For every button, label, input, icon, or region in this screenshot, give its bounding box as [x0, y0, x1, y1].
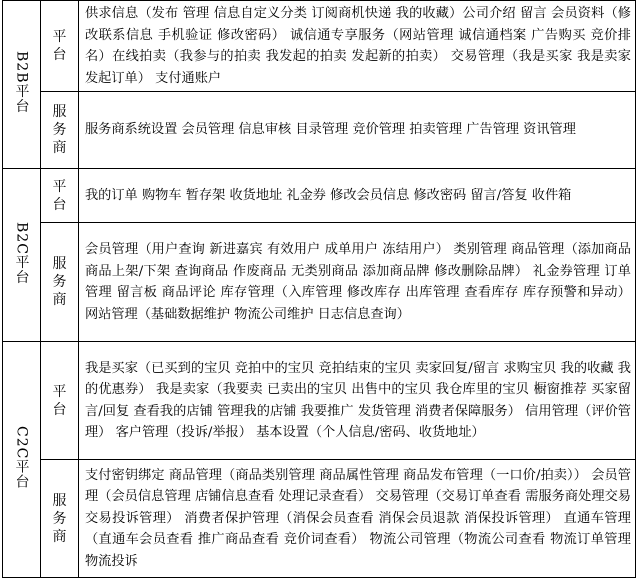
sub-label-cell [41, 223, 79, 342]
description-cell: 服务商系统设置 会员管理 信息审核 目录管理 竞价管理 拍卖管理 广告管理 资讯管理 [79, 92, 636, 169]
sub-label: 平台 [52, 29, 67, 63]
group-cell-b2c [3, 169, 41, 342]
sub-label-cell [41, 1, 79, 92]
table-row [3, 460, 636, 578]
table-row [3, 342, 636, 460]
group-label: B2C平台 [13, 221, 30, 285]
sub-label: 服务商 [52, 492, 67, 545]
group-label: C2C平台 [13, 425, 30, 490]
description-cell: 会员管理（用户查询 新进嘉宾 有效用户 成单用户 冻结用户） 类别管理 商品管理（添加商品 商品上架/下架 查询商品 作废商品 无类别商品 添加商品牌 修改删除品牌） 礼金券管理 订单管理 留言板 商品评论 库存管理（入库管理 修改库存 出库管理 查看库存 库存预警和异动） 网站管理（基础数据维护 物流公司维护 日志信息查询） [79, 223, 636, 342]
description-cell: 我是买家（已买到的宝贝 竞拍中的宝贝 竞拍结束的宝贝 卖家回复/留言 求购宝贝 我的收藏 我的优惠券） 我是卖家（我要卖 已卖出的宝贝 出售中的宝贝 我仓库里的宝贝 橱窗推荐 买家留言/回复 查看我的店铺 管理我的店铺 我要推广 发货管理 消费者保障服务） 信用管理（评价管理） 客户管理（投诉/举报） 基本设置（个人信息/密码、收货地址） [79, 342, 636, 460]
table-row [3, 169, 636, 223]
sub-label: 平台 [52, 178, 67, 213]
sub-label: 服务商 [52, 104, 67, 156]
sub-label-cell [41, 460, 79, 578]
group-cell-c2c [3, 342, 41, 578]
sub-label-cell [41, 92, 79, 169]
sub-label: 服务商 [52, 256, 67, 308]
sub-label-cell [41, 169, 79, 223]
table-row [3, 1, 636, 92]
table-row [3, 223, 636, 342]
sub-label: 平台 [52, 383, 67, 418]
group-label: B2B平台 [13, 51, 30, 114]
description-cell: 我的订单 购物车 暂存架 收货地址 礼金券 修改会员信息 修改密码 留言/答复 收件箱 [79, 169, 636, 223]
table-row [3, 92, 636, 169]
description-cell: 供求信息（发布 管理 信息自定义分类 订阅商机快递 我的收藏）公司介绍 留言 会员资料（修改联系信息 手机验证 修改密码） 诚信通专享服务（网站管理 诚信通档案 广告购买 竞价排名）在线拍卖（我参与的拍卖 我发起的拍卖 发起新的拍卖） 交易管理（我是买家 我是卖家 发起订单） 支付通账户 [79, 1, 636, 92]
platform-table [2, 0, 636, 578]
sub-label-cell [41, 342, 79, 460]
group-cell-b2b [3, 1, 41, 169]
description-cell: 支付密钥绑定 商品管理（商品类别管理 商品属性管理 商品发布管理（一口价/拍卖）） 会员管理（会员信息管理 店铺信息查看 处理记录查看） 交易管理（交易订单查看 需服务商处理交易 交易投诉管理） 消费者保护管理（消保会员查看 消保会员退款 消保投诉管理） 直通车管理（直通车会员查看 推广商品查看 竞价词查看） 物流公司管理（物流公司查看 物流订单管理 物流投诉 [79, 460, 636, 578]
